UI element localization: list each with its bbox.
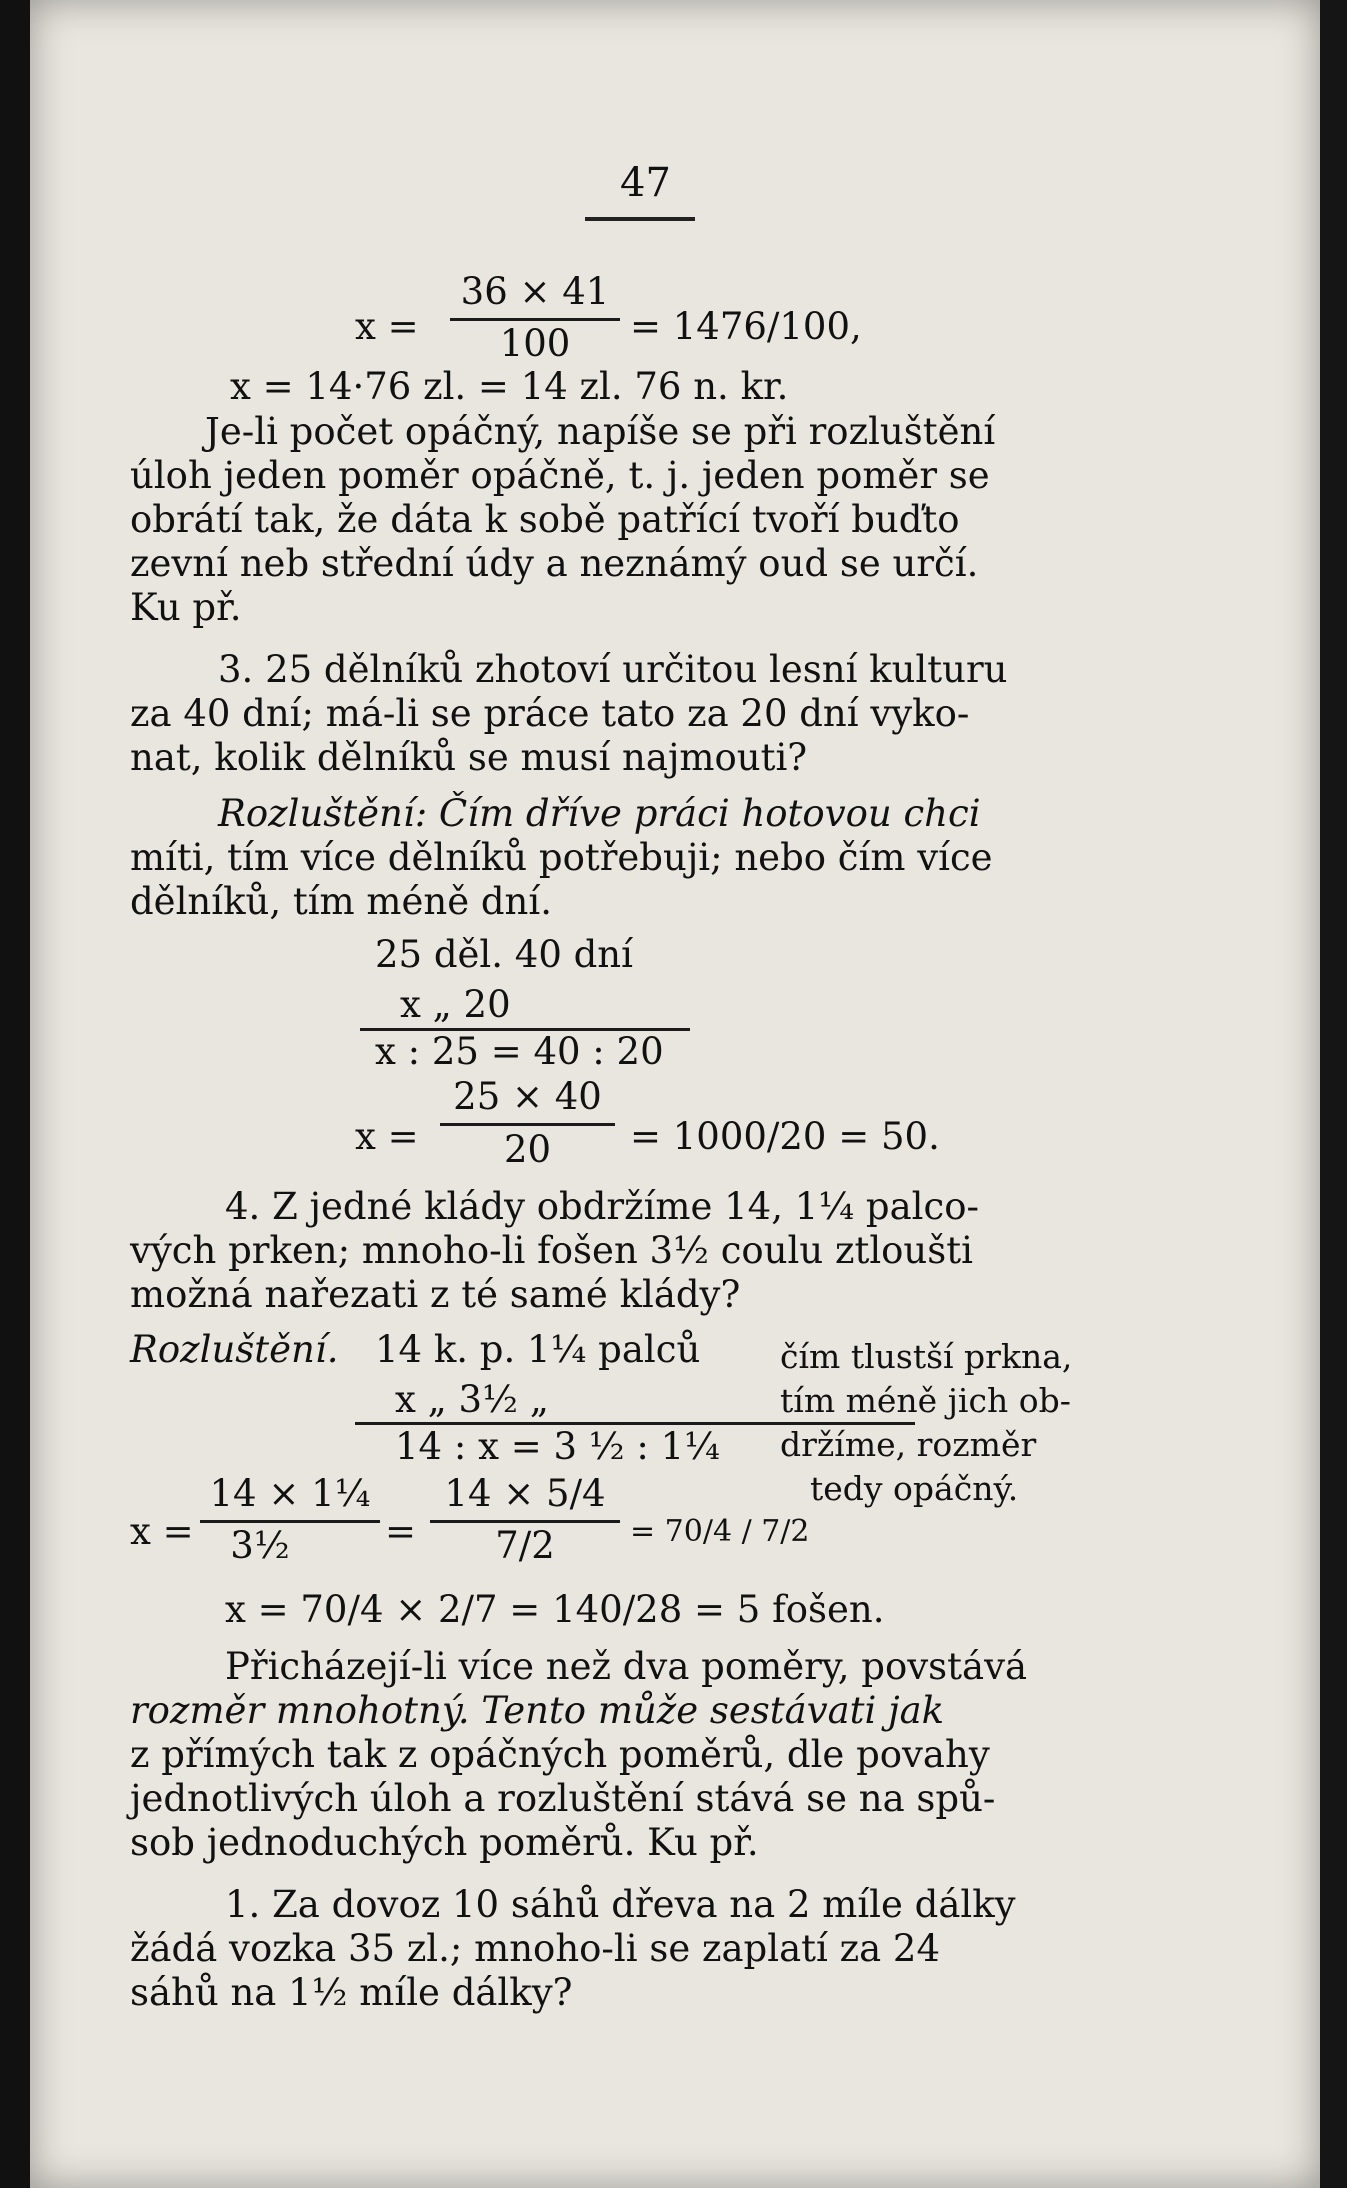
problem3-line: za 40 dní; má-li se práce tato za 20 dní vyko- (130, 692, 970, 735)
calc3-rhs: = 1000/20 = 50. (630, 1115, 940, 1158)
problem1-line: 1. Za dovoz 10 sáhů dřeva na 2 míle dálky (225, 1883, 1016, 1926)
problem3-line: 3. 25 dělníků zhotoví určitou lesní kulturu (218, 648, 1008, 691)
solution4-note: tedy opáčný. (810, 1469, 1019, 1508)
calc3-row2: x „ 20 (400, 983, 511, 1026)
calc3-row1: 25 děl. 40 dní (375, 933, 633, 976)
solution4-row3: 14 : x = 3 ½ : 1¼ (395, 1425, 721, 1468)
para1-line: obrátí tak, že dáta k sobě patřící tvoří buďto (130, 498, 960, 541)
solution4-f2num: 14 × 5/4 (444, 1472, 606, 1515)
eq1-den: 100 (499, 322, 571, 365)
calc3-row3: x : 25 = 40 : 20 (375, 1030, 664, 1073)
problem4-line: vých prken; mnoho-li fošen 3½ coulu ztloušti (130, 1229, 973, 1272)
solution3-line: Rozluštění: Čím dříve práci hotovou chci (218, 792, 981, 835)
solution3-line: dělníků, tím méně dní. (130, 880, 552, 923)
eq1-lhs: x = (355, 305, 419, 348)
calc3-x: x = (355, 1115, 419, 1158)
solution4-note: tím méně jich ob- (780, 1381, 1071, 1420)
solution4-x: x = (130, 1510, 194, 1553)
para2-line: Přicházejí-li více než dva poměry, povstává (225, 1645, 1028, 1688)
problem4-line: 4. Z jedné klády obdržíme 14, 1¼ palco- (225, 1185, 979, 1228)
solution4-f1bar (200, 1520, 380, 1523)
solution4-f1num: 14 × 1¼ (209, 1472, 371, 1515)
problem4-line: možná nařezati z té samé klády? (130, 1273, 741, 1316)
eq1-rhs: = 1476/100, (630, 305, 862, 348)
page-number: 47 (620, 160, 671, 206)
solution3-line: míti, tím více dělníků potřebuji; nebo čím více (130, 836, 993, 879)
page-number-underline (585, 217, 695, 221)
calc3-den: 20 (503, 1128, 552, 1171)
solution4-f2den: 7/2 (495, 1524, 555, 1567)
problem3-line: nat, kolik dělníků se musí najmouti? (130, 736, 808, 779)
problem1-line: sáhů na 1½ míle dálky? (130, 1971, 573, 2014)
solution4-f3: = 70/4 / 7/2 (630, 1514, 810, 1549)
para2-line: rozměr mnohotný. Tento může sestávati jak (130, 1689, 945, 1732)
problem1-line: žádá vozka 35 zl.; mnoho-li se zaplatí za 24 (130, 1927, 940, 1970)
solution4-f2bar (430, 1520, 620, 1523)
solution4-row1: 14 k. p. 1¼ palců (375, 1328, 701, 1371)
solution4-row2: x „ 3½ „ (395, 1378, 549, 1421)
para1-line: zevní neb střední údy a neznámý oud se určí. (130, 542, 979, 585)
solution4-f1den: 3½ (230, 1524, 290, 1567)
para1-line: úloh jeden poměr opáčně, t. j. jeden poměr se (130, 454, 990, 497)
para1-line: Je-li počet opáčný, napíše se při rozluštění (205, 410, 996, 453)
para2-line: z přímých tak z opáčných poměrů, dle povahy (130, 1733, 990, 1776)
solution4-final: x = 70/4 × 2/7 = 140/28 = 5 fošen. (225, 1588, 885, 1631)
solution4-note: čím tlustší prkna, (780, 1337, 1073, 1376)
eq1-bar (450, 318, 620, 321)
calc3-bar (440, 1123, 615, 1126)
calc3-num: 25 × 40 (453, 1075, 602, 1118)
left-dark-border (0, 0, 30, 2188)
equals-sign: = (385, 1510, 417, 1553)
para1-line: Ku př. (130, 586, 242, 629)
right-dark-border (1320, 0, 1347, 2188)
para2-line: sob jednoduchých poměrů. Ku př. (130, 1821, 759, 1864)
para2-line: jednotlivých úloh a rozluštění stává se na spů- (130, 1777, 996, 1820)
solution4-label: Rozluštění. (130, 1328, 339, 1371)
eq1-num: 36 × 41 (460, 270, 610, 313)
eq1-result: x = 14·76 zl. = 14 zl. 76 n. kr. (230, 365, 789, 408)
solution4-note: držíme, rozměr (780, 1425, 1037, 1464)
